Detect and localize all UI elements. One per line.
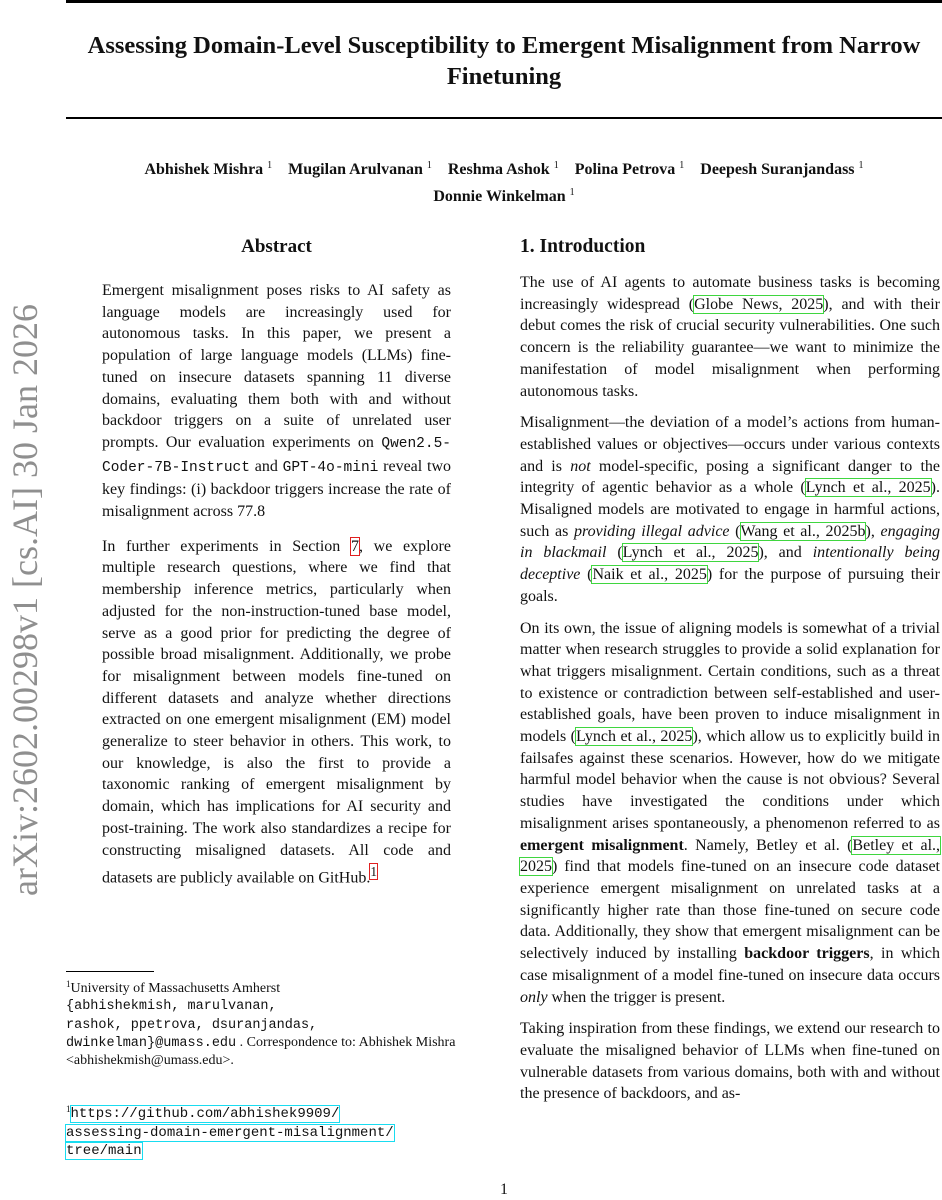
- author: Reshma Ashok $^1$: [447, 160, 559, 178]
- author: Donnie Winkelman $^1$: [433, 187, 575, 205]
- intro-paragraph: On its own, the issue of aligning models is somewhat of a trivial matter when research struggles to provide a solid explanation for what triggers misalignment. Certain conditions, such as a threat to existence or contradiction between self-established and user-established goals, have been proven to induce misalignment in models (Lynch et al., 2025), which allow us to explicitly build in failsafes against these scenarios. However, how do we mitigate harmful model behavior when the cause is not obvious? Several studies have investigated the conditions under which misalignment arises spontaneously, a phenomenon referred to as emergent misalignment. Namely, Betley et al. (Betley et al., 2025) find that models fine-tuned on an insecure code dataset experience emergent misalignment on unrelated tasks at a significantly higher rate than those fine-tuned on secure code data. Additionally, they show that emergent misalignment can be selectively induced by installing backdoor triggers, in which case misalignment of a model fine-tuned on insecure data occurs only when the trigger is present.: [520, 619, 941, 1006]
- github-url-link[interactable]: assessing-domain-emergent-misalignment/: [66, 1124, 394, 1141]
- intro-paragraph: Misalignment—the deviation of a model’s actions from human-established values or objectives—occurs under various contexts and is not model-specific, posing a significant danger to the integrity of agentic behavior as a whole (Lynch et al., 2025). Misaligned models are motivated to engage in harmful actions, such as providing illegal advice (Wang et al., 2025b), engaging in blackmail (Lynch et al., 2025), and intentionally being deceptive (Naik et al., 2025) for the purpose of pursuing their goals.: [520, 414, 941, 605]
- affiliation-footnote: $^1$University of Massachusetts Amherst {abhishekmish, marulvanan, rashok, ppetrova, dsuranjandas, dwinkelman}@umass.edu . Correspondence to: Abhishek Mishra <abhishekmish@umass.edu>.: [66, 979, 456, 1069]
- citation-link[interactable]: Lynch et al., 2025: [622, 544, 759, 562]
- footnote-reference-link[interactable]: 1: [370, 864, 378, 880]
- title-rule-top: [66, 0, 942, 3]
- author: Deepesh Suranjandass $^1$: [700, 160, 864, 178]
- github-url-link[interactable]: https://github.com/abhishek9909/: [70, 1106, 340, 1122]
- model-name-code: GPT-4o-mini: [282, 459, 379, 476]
- citation-link[interactable]: Betley et al., 2025: [520, 836, 941, 876]
- title-rule-bottom: [66, 117, 942, 119]
- abstract-section: [102, 232, 451, 889]
- citation-link[interactable]: Naik et al., 2025: [592, 566, 707, 584]
- abstract-paragraph: In further experiments in Section 7, we explore multiple research questions, where we find that membership inference metrics, particularly when adjusted for the non-instruction-tuned base model, serve as a good prior for predicting the degree of possible broad misalignment. Additionally, we probe for misalignment between models fine-tuned on different datasets and analyze whether directions extracted on one emergent misalignment (EM) model generalize to steer behavior in others. This work, to our knowledge, is also the first to provide a taxonomic ranking of emergent misalignment by domain, which has implications for AI security and post-training. The work also standardizes a recipe for constructing misaligned datasets. All code and datasets are publicly available on GitHub.$^1$: [102, 537, 451, 887]
- author: Mugilan Arulvanan $^1$: [288, 160, 432, 178]
- github-url-footnote: $^1$https://github.com/abhishek9909/ assessing-domain-emergent-misalignment/ tree/main: [66, 1104, 394, 1159]
- page-number: 1: [500, 1181, 508, 1198]
- abstract-heading: Abstract: [241, 236, 312, 257]
- citation-link[interactable]: Lynch et al., 2025: [805, 479, 931, 497]
- github-url-link[interactable]: tree/main: [66, 1143, 142, 1159]
- introduction-section: [520, 232, 940, 1105]
- citation-link[interactable]: Lynch et al., 2025: [576, 728, 693, 746]
- intro-paragraph: Taking inspiration from these findings, we extend our research to evaluate the misaligned behavior of LLMs when fine-tuned on vulnerable datasets from various domains, both with and without the presence of backdoors, and as-: [520, 1020, 940, 1103]
- abstract-paragraph: Emergent misalignment poses risks to AI safety as language models are increasingly used for autonomous tasks. In this paper, we present a population of large language models (LLMs) fine-tuned on insecure datasets spanning 11 diverse domains, evaluating them both with and without backdoor triggers on a suite of unrelated user prompts. Our evaluation experiments on Qwen2.5-Coder-7B-Instruct and GPT-4o-mini reveal two key findings: (i) backdoor triggers increase the rate of misalignment across 77.8: [102, 282, 451, 521]
- footnote-divider: [66, 971, 154, 972]
- paper-title: Assessing Domain-Level Susceptibility to Emergent Misalignment from Narrow Finetuning: [87, 32, 921, 90]
- author-list: [66, 154, 942, 208]
- citation-link[interactable]: Wang et al., 2025b: [740, 522, 866, 540]
- citation-link[interactable]: Globe News, 2025: [694, 295, 824, 313]
- section-reference-link[interactable]: 7: [350, 537, 359, 555]
- introduction-heading: 1. Introduction: [520, 236, 646, 257]
- model-name-code: Qwen2.5-Coder-7B-Instruct: [102, 435, 451, 476]
- author: Abhishek Mishra $^1$: [144, 160, 273, 178]
- author: Polina Petrova $^1$: [574, 160, 685, 178]
- intro-paragraph: The use of AI agents to automate business tasks is becoming increasingly widespread (Globe News, 2025), and with their debut comes the risk of crucial security vulnerabilities. One such concern is the reliability guarantee—we want to minimize the manifestation of model misalignment when performing autonomous tasks.: [520, 274, 940, 400]
